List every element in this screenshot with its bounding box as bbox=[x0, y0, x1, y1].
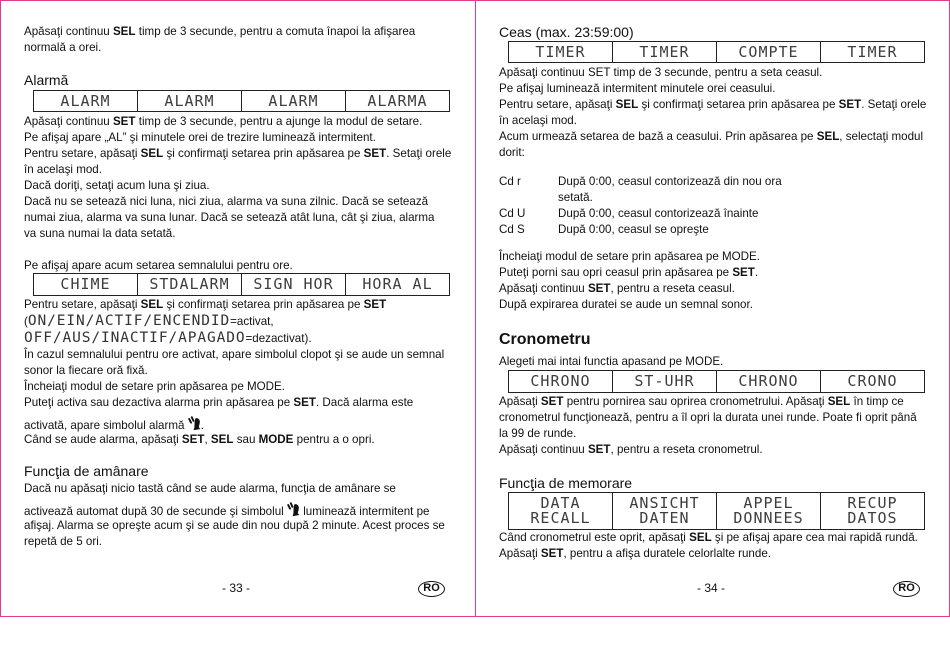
text-line bbox=[24, 379, 444, 395]
text-run: Apăsaţi bbox=[499, 547, 541, 560]
text-run: numai ziua, alarma va suna lunar. Dacă se setează atât luna, cât şi ziua, alarma bbox=[24, 211, 435, 224]
text-line bbox=[24, 162, 451, 178]
text-run: În cazul semnalului pentru ore activat, apare simbolul clopot şi se aude un semnal bbox=[24, 348, 445, 361]
text-line bbox=[499, 546, 918, 562]
text-run: Puteţi activa sau dezactiva alarma prin apăsarea pe bbox=[24, 396, 294, 409]
key-name: SEL bbox=[210, 433, 234, 446]
text-run: Apăsaţi continuu bbox=[24, 115, 113, 128]
lcd-text: RECUP bbox=[847, 494, 898, 512]
language-badge: RO bbox=[418, 581, 445, 597]
text-line bbox=[499, 410, 917, 426]
lcd-text: CHRONO bbox=[530, 372, 591, 390]
text-run: Pentru setare, apăsaţi bbox=[499, 98, 616, 111]
text-line bbox=[499, 145, 926, 161]
text-line bbox=[24, 146, 451, 162]
lcd-segment bbox=[241, 91, 345, 111]
lcd-segment bbox=[241, 274, 345, 295]
text-line bbox=[499, 81, 926, 97]
text-line bbox=[499, 394, 917, 410]
key-name: SET bbox=[363, 298, 387, 311]
chrono-paragraph bbox=[499, 394, 917, 458]
language-badge: RO bbox=[893, 581, 920, 597]
text-run: =activat, bbox=[230, 315, 274, 328]
text-line bbox=[499, 354, 723, 370]
text-line bbox=[24, 258, 293, 274]
text-line bbox=[499, 65, 926, 81]
text-run: sonor la fiecare oră fixă. bbox=[24, 364, 148, 377]
lcd-text: ALARM bbox=[60, 91, 111, 110]
text-run: în acelaşi mod. bbox=[499, 114, 577, 127]
lcd-text: ALARM bbox=[268, 91, 319, 110]
timer-paragraph-2 bbox=[499, 249, 760, 313]
text-run: activată, apare simbolul alarmă bbox=[24, 419, 188, 432]
chime-intro-paragraph bbox=[24, 258, 293, 274]
text-run: Acum urmează setarea de bază a ceasului. Prin apăsarea pe bbox=[499, 130, 817, 143]
lcd-text: SIGN HOR bbox=[253, 275, 334, 293]
text-run: =dezactivat). bbox=[245, 332, 312, 345]
mode-row bbox=[499, 222, 782, 238]
lcd-display-timer bbox=[508, 41, 925, 63]
text-line bbox=[24, 24, 415, 40]
lcd-text: ON/EIN/ACTIF/ENCENDID bbox=[27, 313, 231, 329]
lcd-segment bbox=[509, 42, 612, 62]
text-run: Apăsaţi continuu bbox=[499, 282, 588, 295]
text-run: . Setaţi orele bbox=[861, 98, 927, 111]
lcd-display-chime bbox=[33, 273, 450, 296]
text-line bbox=[24, 411, 444, 432]
mode-row bbox=[499, 206, 782, 222]
lcd-segment bbox=[612, 371, 716, 392]
intro-paragraph bbox=[24, 24, 415, 56]
lcd-segment bbox=[509, 371, 612, 392]
text-run: Pe afişaj apare „AL” şi minutele orei de trezire luminează intermitent. bbox=[24, 131, 376, 144]
lcd-text: HORA AL bbox=[362, 275, 433, 293]
text-run: afişaj. Alarma se opreşte acum şi se aude din nou după 2 minute. Acest proces se bbox=[24, 519, 445, 532]
text-line bbox=[24, 518, 445, 534]
lcd-segment bbox=[716, 371, 820, 392]
mode-code: Cd U bbox=[499, 207, 526, 220]
lcd-segment bbox=[34, 91, 137, 111]
text-line bbox=[24, 297, 444, 313]
lcd-text: TIMER bbox=[639, 42, 690, 61]
text-run: , pentru a reseta cronometrul. bbox=[610, 443, 763, 456]
text-line: setată. bbox=[558, 191, 593, 204]
text-run: Dacă nu apăsaţi nicio tastă când se aude alarma, funcţia de amânare se bbox=[24, 482, 396, 495]
key-name: SET bbox=[838, 98, 862, 111]
text-line bbox=[499, 426, 917, 442]
text-line bbox=[499, 265, 760, 281]
lcd-segment bbox=[612, 493, 716, 529]
lcd-text: CHRONO bbox=[738, 372, 799, 390]
lcd-text: DONNEES bbox=[733, 509, 804, 527]
chime-paragraph bbox=[24, 297, 444, 448]
text-run: Dacă nu se setează nici luna, nici ziua, alarma va suna zilnic. Dacă se setează bbox=[24, 195, 429, 208]
text-run: Pentru setare, apăsaţi bbox=[24, 298, 141, 311]
text-run: Când cronometrul este oprit, apăsaţi bbox=[499, 531, 690, 544]
page-number: - 33 - bbox=[221, 581, 250, 595]
lcd-text: ANSICHT bbox=[629, 494, 700, 512]
mode-code: Cd S bbox=[499, 223, 525, 236]
text-run: Încheiaţi modul de setare prin apăsarea pe MODE. bbox=[499, 250, 761, 263]
text-line bbox=[24, 481, 445, 497]
key-name: SET bbox=[587, 443, 611, 456]
text-line bbox=[24, 178, 451, 194]
alarm-icon bbox=[188, 419, 201, 432]
text-line bbox=[24, 497, 445, 518]
text-run: şi confirmaţi setarea prin apăsarea pe bbox=[163, 147, 364, 160]
mode-table bbox=[499, 174, 782, 238]
lcd-text: APPEL bbox=[743, 494, 794, 512]
text-line bbox=[24, 534, 445, 550]
key-name: SET bbox=[732, 266, 755, 279]
key-name: SEL bbox=[140, 298, 164, 311]
text-run: luminează intermitent pe bbox=[299, 505, 430, 518]
alarm-icon bbox=[287, 505, 300, 518]
mode-code: Cd r bbox=[499, 175, 521, 188]
text-run: şi confirmaţi setarea prin apăsarea pe bbox=[163, 298, 364, 311]
lcd-segment bbox=[820, 493, 924, 529]
key-name: SET bbox=[181, 433, 205, 446]
lcd-text: DATA bbox=[540, 494, 581, 512]
text-line bbox=[499, 297, 760, 313]
text-line bbox=[24, 395, 444, 411]
lcd-segment bbox=[137, 91, 241, 111]
text-line bbox=[24, 114, 451, 130]
lcd-text: COMPTE bbox=[738, 42, 799, 61]
lcd-segment bbox=[345, 91, 449, 111]
lcd-segment bbox=[820, 42, 924, 62]
text-run: dorit: bbox=[499, 146, 525, 159]
lcd-segment bbox=[612, 42, 716, 62]
text-run: pentru a o opri. bbox=[293, 433, 375, 446]
text-run: Încheiaţi modul de setare prin apăsarea pe MODE. bbox=[24, 380, 286, 393]
lcd-segment bbox=[34, 274, 137, 295]
key-name: MODE bbox=[258, 433, 294, 446]
text-run: . Dacă alarma este bbox=[315, 396, 414, 409]
key-name: SET bbox=[363, 147, 387, 160]
text-run: sau bbox=[233, 433, 259, 446]
text-line bbox=[499, 442, 917, 458]
lcd-text: STDALARM bbox=[149, 275, 230, 293]
text-run: Pe afişaj apare acum setarea semnalului pentru ore. bbox=[24, 259, 293, 272]
section-heading-timer: Ceas (max. 23:59:00) bbox=[499, 24, 634, 40]
lcd-text: TIMER bbox=[535, 42, 586, 61]
text-run: şi pe afişaj apare cea mai rapidă rundă. bbox=[711, 531, 918, 544]
text-run: în timp ce bbox=[850, 395, 904, 408]
text-line bbox=[24, 363, 444, 379]
text-line bbox=[499, 281, 760, 297]
lcd-text: RECALL bbox=[530, 509, 591, 527]
text-run: în acelaşi mod. bbox=[24, 163, 102, 176]
text-run: pentru pornirea sau oprirea cronometrului. Apăsaţi bbox=[563, 395, 828, 408]
key-name: SEL bbox=[615, 98, 639, 111]
lcd-segment bbox=[345, 274, 449, 295]
text-line bbox=[499, 249, 760, 265]
lcd-display-chrono bbox=[508, 370, 925, 393]
text-run: Apăsaţi continuu bbox=[24, 25, 113, 38]
lcd-text: DATEN bbox=[639, 509, 690, 527]
text-line bbox=[499, 530, 918, 546]
key-name: SEL bbox=[140, 147, 164, 160]
text-line bbox=[24, 194, 451, 210]
text-line bbox=[24, 130, 451, 146]
key-name: SEL bbox=[816, 130, 840, 143]
text-run: cronometrul funcţionează, pentru a îl opri la durata unei runde. Poate fi oprit până bbox=[499, 411, 917, 424]
text-run: Pe afişaj luminează intermitent minutele orei ceasului. bbox=[499, 82, 776, 95]
text-run: , pentru a afişa duratele celorlalte runde. bbox=[563, 547, 771, 560]
key-name: SET bbox=[112, 115, 136, 128]
section-heading-memory: Funcţia de memorare bbox=[499, 475, 633, 491]
key-name: SET bbox=[540, 395, 564, 408]
key-name: SET bbox=[293, 396, 316, 409]
snooze-paragraph bbox=[24, 481, 445, 550]
lcd-text: ALARM bbox=[164, 91, 215, 110]
text-run: Puteţi porni sau opri ceasul prin apăsarea pe bbox=[499, 266, 733, 279]
mode-description bbox=[558, 174, 782, 206]
memory-paragraph bbox=[499, 530, 918, 562]
text-line bbox=[24, 330, 444, 347]
text-run: , pentru a reseta ceasul. bbox=[610, 282, 735, 295]
text-run: la 99 de runde. bbox=[499, 427, 577, 440]
text-run: . bbox=[754, 266, 759, 279]
lcd-segment bbox=[820, 371, 924, 392]
text-run: . bbox=[200, 419, 204, 432]
text-run: ( bbox=[24, 315, 28, 328]
key-name: SEL bbox=[827, 395, 851, 408]
section-heading-alarm: Alarmă bbox=[24, 72, 69, 88]
text-run: După expirarea duratei se aude un semnal sonor. bbox=[499, 298, 753, 311]
lcd-segment bbox=[716, 42, 820, 62]
mode-row bbox=[499, 174, 782, 206]
mode-description bbox=[558, 206, 758, 222]
chrono-intro-paragraph bbox=[499, 354, 723, 370]
lcd-display-alarm bbox=[33, 90, 450, 112]
text-line: După 0:00, ceasul contorizează înainte bbox=[558, 207, 759, 220]
key-name: SEL bbox=[689, 531, 712, 544]
key-name: SEL bbox=[112, 25, 136, 38]
lcd-text: DATOS bbox=[847, 509, 898, 527]
text-line bbox=[499, 113, 926, 129]
text-run: Pentru setare, apăsaţi bbox=[24, 147, 141, 160]
section-heading-chrono: Cronometru bbox=[499, 331, 591, 348]
mode-description bbox=[558, 222, 709, 238]
page-33 bbox=[0, 0, 476, 617]
text-run: . Setaţi orele bbox=[386, 147, 452, 160]
text-line: După 0:00, ceasul se opreşte bbox=[558, 223, 709, 236]
text-run: şi confirmaţi setarea prin apăsarea pe bbox=[638, 98, 839, 111]
text-run: Alegeti mai intai functia apasand pe MODE. bbox=[499, 355, 724, 368]
text-line bbox=[24, 210, 451, 226]
lcd-text: CHIME bbox=[60, 275, 111, 293]
key-name: SET bbox=[540, 547, 564, 560]
text-run: Apăsaţi continuu SET timp de 3 secunde, pentru a seta ceasul. bbox=[499, 66, 823, 79]
key-name: SET bbox=[587, 282, 611, 295]
text-run: timp de 3 secunde, pentru a ajunge la modul de setare. bbox=[135, 115, 423, 128]
text-run: Apăsaţi continuu bbox=[499, 443, 588, 456]
lcd-text: ST-UHR bbox=[634, 372, 695, 390]
lcd-text: CRONO bbox=[847, 372, 898, 390]
text-run: , bbox=[204, 433, 211, 446]
text-line: După 0:00, ceasul contorizează din nou ora bbox=[558, 175, 782, 188]
text-run: va suna numai la data setată. bbox=[24, 227, 176, 240]
text-line bbox=[24, 226, 451, 242]
text-run: Dacă doriţi, setaţi acum luna şi ziua. bbox=[24, 179, 210, 192]
text-run: normală a orei. bbox=[24, 41, 102, 54]
alarm-paragraph bbox=[24, 114, 451, 242]
section-heading-snooze: Funcţia de amânare bbox=[24, 463, 149, 479]
lcd-segment bbox=[137, 274, 241, 295]
lcd-text: ALARMA bbox=[367, 91, 428, 110]
lcd-segment bbox=[716, 493, 820, 529]
text-run: Apăsaţi bbox=[499, 395, 541, 408]
text-line bbox=[24, 313, 444, 330]
text-line bbox=[24, 40, 415, 56]
lcd-display-memory bbox=[508, 492, 925, 530]
page-number: - 34 - bbox=[696, 581, 725, 595]
text-line bbox=[24, 347, 444, 363]
text-run: timp de 3 secunde, pentru a comuta înapoi la afişarea bbox=[135, 25, 416, 38]
text-run: activează automat după 30 de secunde şi simbolul bbox=[24, 505, 287, 518]
text-line bbox=[499, 129, 926, 145]
timer-paragraph bbox=[499, 65, 926, 161]
text-run: , selectaţi modul bbox=[839, 130, 924, 143]
text-run: repetă de 5 ori. bbox=[24, 535, 102, 548]
lcd-segment bbox=[509, 493, 612, 529]
text-line bbox=[24, 432, 444, 448]
text-run: Când se aude alarma, apăsaţi bbox=[24, 433, 182, 446]
text-line bbox=[499, 97, 926, 113]
page-34 bbox=[475, 0, 950, 617]
lcd-text: TIMER bbox=[847, 42, 898, 61]
lcd-text: OFF/AUS/INACTIF/APAGADO bbox=[24, 330, 246, 346]
